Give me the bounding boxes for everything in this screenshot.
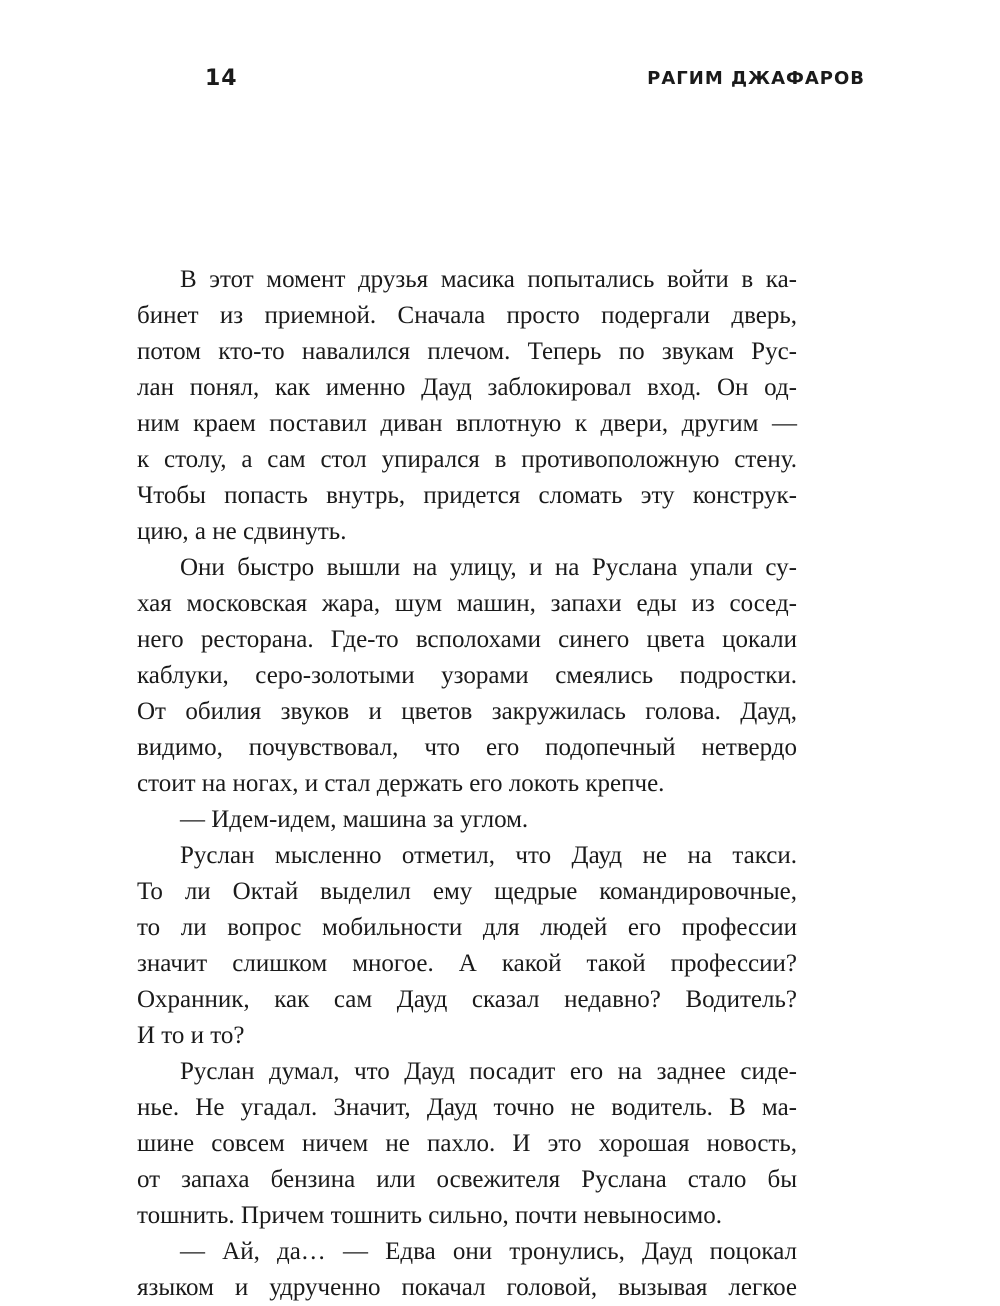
text-line: Они быстро вышли на улицу, и на Руслана упали су-: [180, 554, 797, 581]
text-line: Руслан думал, что Дауд посадит его на заднее сиде-: [180, 1058, 797, 1085]
text-line: лан понял, как именно Дауд заблокировал вход. Он од-: [137, 374, 797, 401]
text-line: тошнить. Причем тошнить сильно, почти невыносимо.: [137, 1202, 722, 1229]
text-line: стоит на ногах, и стал держать его локоть крепче.: [137, 770, 665, 797]
body-text: [137, 262, 797, 1306]
text-line: Охранник, как сам Дауд сказал недавно? Водитель?: [137, 986, 797, 1013]
page-number: 14: [205, 66, 238, 91]
text-line: к столу, а сам стол упирался в противоположную стену.: [137, 446, 797, 473]
text-line: значит слишком многое. А какой такой профессии?: [137, 950, 797, 977]
text-line: Чтобы попасть внутрь, придется сломать эту конструк-: [137, 482, 797, 509]
text-line: от запаха бензина или освежителя Руслана стало бы: [137, 1166, 797, 1193]
text-line: То ли Октай выделил ему щедрые командировочные,: [137, 878, 797, 905]
text-line: видимо, почувствовал, что его подопечный нетвердо: [137, 734, 797, 761]
text-line: ним краем поставил диван вплотную к двери, другим —: [137, 410, 797, 437]
text-line: языком и удрученно покачал головой, вызывая легкое: [137, 1274, 797, 1301]
text-line: И то и то?: [137, 1022, 245, 1049]
text-line: цию, а не сдвинуть.: [137, 518, 347, 545]
text-line: В этот момент друзья масика попытались войти в ка-: [180, 266, 797, 293]
text-line: хая московская жара, шум машин, запахи еды из сосед-: [137, 590, 797, 617]
text-line: — Ай, да… — Едва они тронулись, Дауд поцокал: [180, 1238, 797, 1265]
text-line: бинет из приемной. Сначала просто подергали дверь,: [137, 302, 797, 329]
text-line: От обилия звуков и цветов закружилась голова. Дауд,: [137, 698, 797, 725]
text-line: Руслан мысленно отметил, что Дауд не на такси.: [180, 842, 797, 869]
text-line: потом кто-то навалился плечом. Теперь по звукам Рус-: [137, 338, 797, 365]
text-line: него ресторана. Где-то всполохами синего цвета цокали: [137, 626, 797, 653]
text-line: нье. Не угадал. Значит, Дауд точно не водитель. В ма-: [137, 1094, 797, 1121]
text-line: шине совсем ничем не пахло. И это хорошая новость,: [137, 1130, 797, 1157]
running-head-author: РАГИМ ДЖАФАРОВ: [647, 68, 865, 89]
text-line: каблуки, серо-золотыми узорами смеялись подростки.: [137, 662, 797, 689]
text-line: то ли вопрос мобильности для людей его профессии: [137, 914, 797, 941]
text-line: — Идем-идем, машина за углом.: [180, 806, 529, 833]
page-header: [205, 66, 865, 96]
